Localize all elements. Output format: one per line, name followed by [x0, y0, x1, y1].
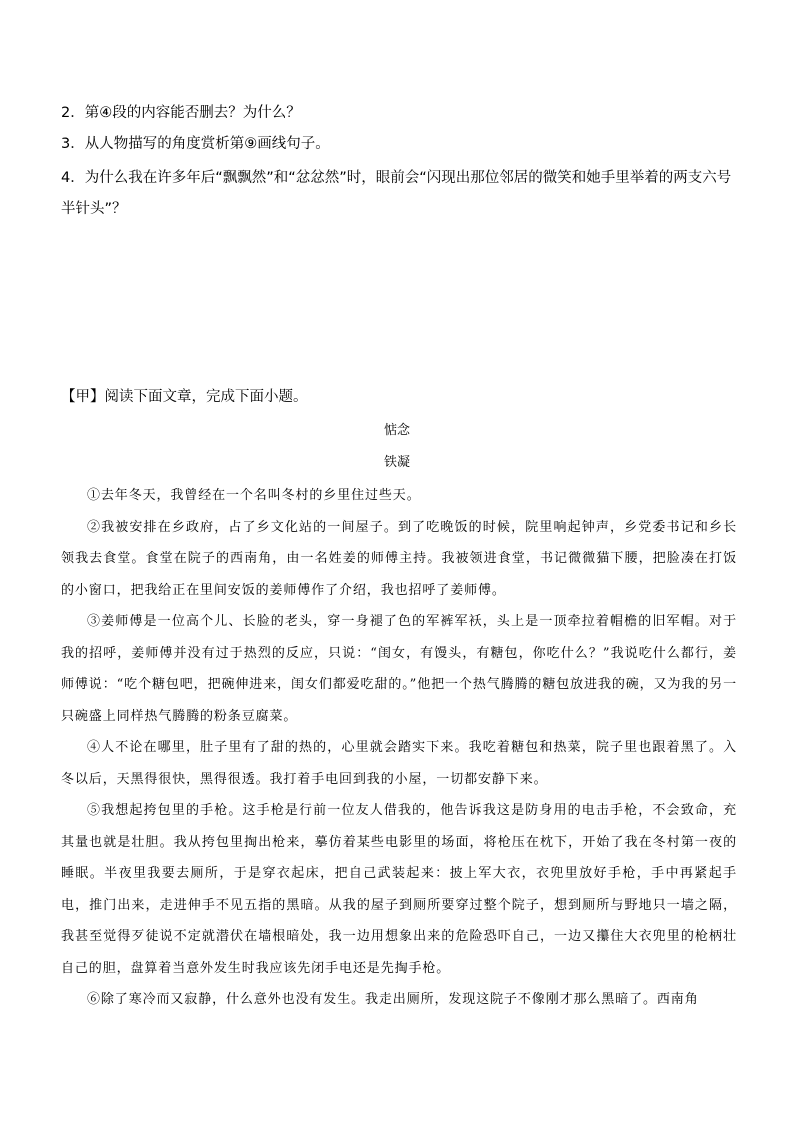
paragraph-6: ⑥除了寒冷而又寂静，什么意外也没有发生。我走出厕所，发现这院子不像刚才那么黑暗了。西南角: [87, 992, 699, 1007]
question-3: 3．从人物描写的角度赏析第⑨画线句子。: [61, 136, 330, 152]
paragraph-5: ⑤我想起挎包里的手枪。这手枪是行前一位友人借我的，他告诉我这是防身用的电击手枪，不会致命，充其量也就是壮胆。我从挎包里掏出枪来，摹仿着某些电影里的场面，将枪压在枕下，开始了我在冬村第一夜的睡眠。半夜里我要去厕所，于是穿衣起床，把自己武装起来：披上军大衣，衣兜里放好手枪，手中再紧起手电，推门出来，走进伸手不见五指的黑暗。从我的屋子到厕所要穿过整个院子，想到厕所与野地只一墙之隔，我甚至觉得歹徒说不定就潜伏在墙根暗处，我一边用想象出来的危险恐吓自己，一边又攥住大衣兜里的枪柄壮自己的胆，盘算着当意外发生时我应该先闭手电还是先掏手枪。: [61, 803, 737, 976]
article-body: [61, 480, 737, 1016]
paragraph-1: ①去年冬天，我曾经在一个名叫冬村的乡里住过些天。: [87, 488, 421, 503]
section-heading: 【甲】阅读下面文章，完成下面小题。: [61, 389, 308, 405]
article-title: 惦念: [383, 423, 410, 438]
paragraph-2: ②我被安排在乡政府，占了乡文化站的一间屋子。到了吃晚饭的时候，院里响起钟声，乡党委书记和乡长领我去食堂。食堂在院子的西南角，由一名姓姜的师傅主持。我被领进食堂，书记微微猫下腰，把脸凑在打饭的小窗口，把我给正在里间安饭的姜师傅作了介绍，我也招呼了姜师傅。: [61, 519, 737, 598]
paragraph-3: ③姜师傅是一位高个儿、长脸的老头，穿一身褪了色的军裤军袄，头上是一顶牵拉着帽檐的旧军帽。对于我的招呼，姜师傅并没有过于热烈的反应，只说：“闺女，有馒头，有糖包，你吃什么？”我说吃什么都行，姜师傅说：“吃个糖包吧，把碗伸进来，闺女们都爱吃甜的。”他把一个热气腾腾的糖包放进我的碗，又为我的另一只碗盛上同样热气腾腾的粉条豆腐菜。: [61, 614, 737, 724]
question-2: 2．第④段的内容能否删去？为什么？: [61, 105, 301, 121]
paragraph-4: ④人不论在哪里，肚子里有了甜的热的，心里就会踏实下来。我吃着糖包和热菜，院子里也跟着黑了。入冬以后，天黑得很快，黑得很透。我打着手电回到我的小屋，一切都安静下来。: [61, 740, 737, 787]
article-author: 铁凝: [383, 455, 410, 470]
question-4: 4．为什么我在许多年后“飘飘然”和“忿忿然”时，眼前会“闪现出那位邻居的微笑和她手里举着的两支六号半针头”？: [61, 170, 732, 217]
